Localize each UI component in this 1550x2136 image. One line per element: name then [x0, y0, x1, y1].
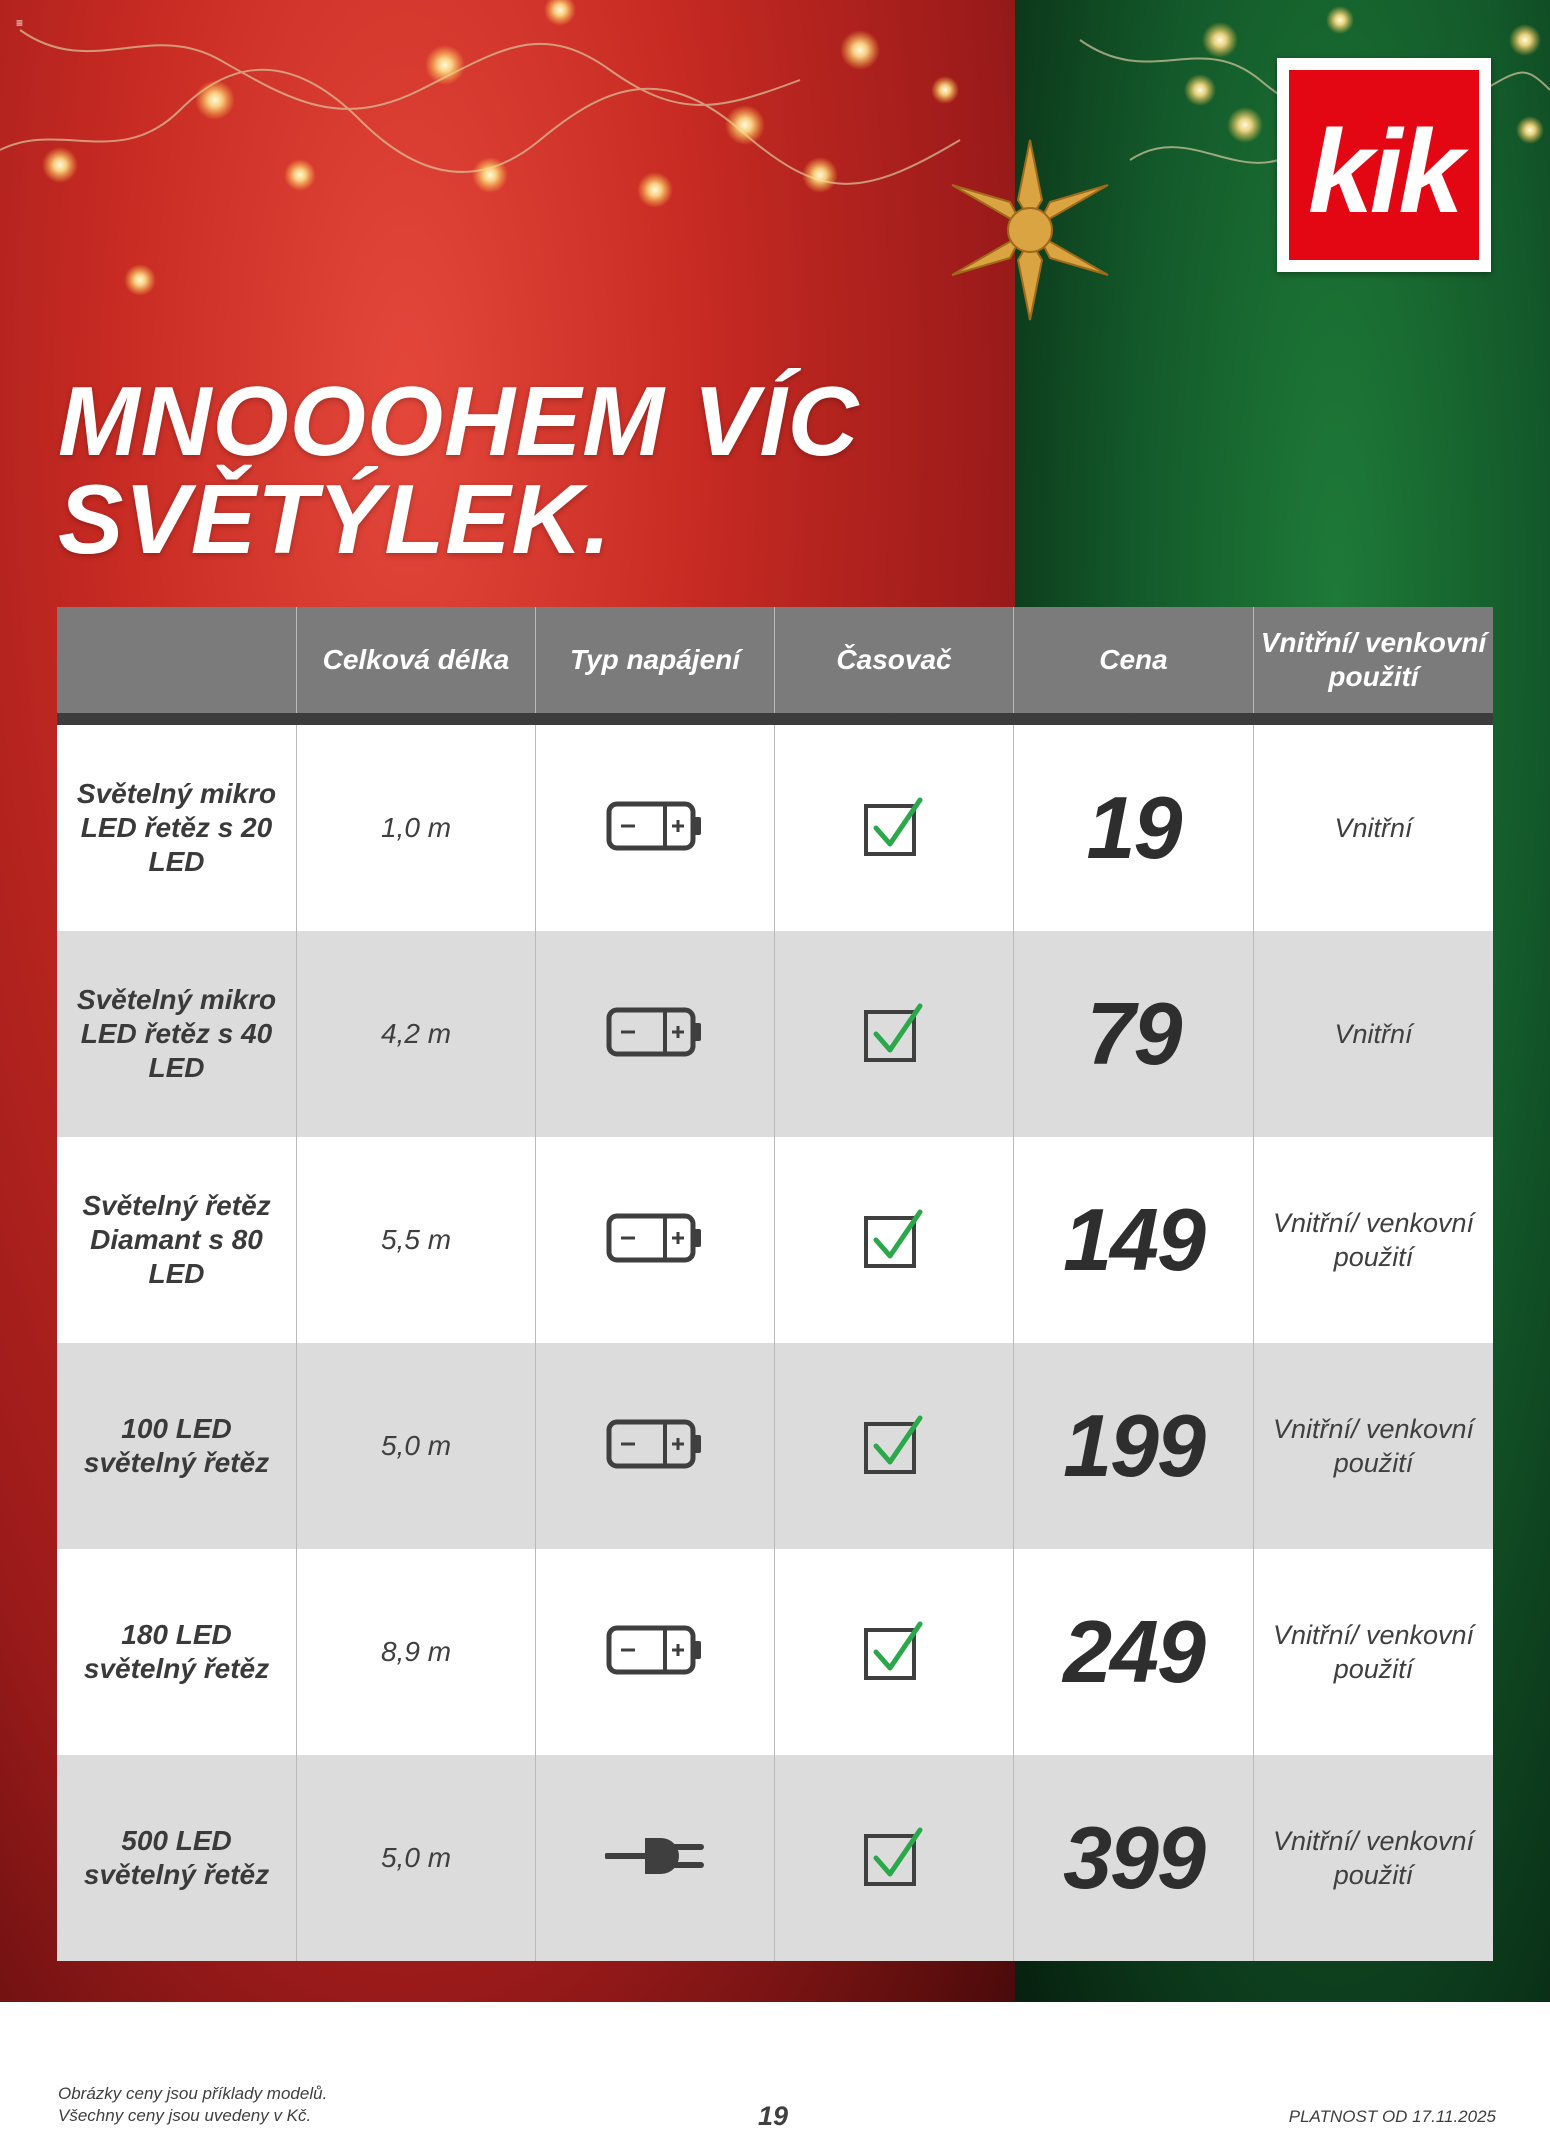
- timer-cell: [775, 931, 1014, 1137]
- product-name: 180 LED světelný řetěz: [83, 1619, 270, 1684]
- length-cell: [297, 725, 536, 931]
- timer-cell: [775, 1755, 1014, 1961]
- header-power-type: Typ napájení: [536, 607, 775, 713]
- header-empty: [57, 607, 297, 713]
- price-cell: [1014, 931, 1254, 1137]
- usage-cell: [1254, 1137, 1493, 1343]
- product-name-cell: [57, 1137, 297, 1343]
- product-usage: Vnitřní/ venkovní použití: [1272, 1620, 1475, 1684]
- product-name-cell: [57, 1343, 297, 1549]
- product-price: 79: [1086, 984, 1181, 1083]
- product-price: 149: [1063, 1190, 1204, 1289]
- footer-note-line-1: Obrázky ceny jsou příklady modelů.: [58, 2084, 328, 2103]
- product-name: Světelný mikro LED řetěz s 40 LED: [76, 984, 277, 1083]
- product-length: 4,2 m: [380, 1018, 452, 1049]
- footer-note-line-2: Všechny ceny jsou uvedeny v Kč.: [58, 2106, 312, 2125]
- power-cell: [536, 1343, 775, 1549]
- product-name: 100 LED světelný řetěz: [83, 1413, 270, 1478]
- usage-cell: [1254, 931, 1493, 1137]
- product-name-cell: [57, 931, 297, 1137]
- length-cell: [297, 1755, 536, 1961]
- checkbox-checked-icon: [862, 1618, 926, 1687]
- table-row: [57, 725, 1493, 931]
- header-length: Celková délka: [297, 607, 536, 713]
- product-name-cell: [57, 1755, 297, 1961]
- headline: [58, 366, 860, 574]
- timer-cell: [775, 1343, 1014, 1549]
- checkbox-checked-icon: [862, 1824, 926, 1893]
- usage-cell: [1254, 1549, 1493, 1755]
- usage-cell: [1254, 1755, 1493, 1961]
- battery-icon: [605, 1416, 705, 1477]
- timer-cell: [775, 725, 1014, 931]
- product-name-cell: [57, 725, 297, 931]
- table-row: [57, 931, 1493, 1137]
- power-cell: [536, 1549, 775, 1755]
- table-row: [57, 1755, 1493, 1961]
- checkbox-checked-icon: [862, 1206, 926, 1275]
- product-usage: Vnitřní: [1334, 813, 1413, 843]
- price-cell: [1014, 1137, 1254, 1343]
- product-comparison-table: [57, 607, 1493, 1961]
- validity-date: PLATNOST OD 17.11.2025: [1288, 2107, 1496, 2126]
- power-cell: [536, 1137, 775, 1343]
- checkbox-checked-icon: [862, 1000, 926, 1069]
- product-price: 399: [1063, 1808, 1204, 1907]
- product-length: 5,0 m: [380, 1430, 452, 1461]
- usage-cell: [1254, 1343, 1493, 1549]
- battery-icon: [605, 1622, 705, 1683]
- product-name-cell: [57, 1549, 297, 1755]
- header-timer: Časovač: [775, 607, 1014, 713]
- product-length: 5,0 m: [380, 1842, 452, 1873]
- length-cell: [297, 931, 536, 1137]
- price-cell: [1014, 1549, 1254, 1755]
- header-usage: Vnitřní/ venkovní použití: [1260, 627, 1487, 692]
- headline-line-1: MNOOOHEM VÍC: [58, 366, 860, 476]
- product-usage: Vnitřní/ venkovní použití: [1272, 1826, 1475, 1890]
- product-length: 5,5 m: [380, 1224, 452, 1255]
- plug-icon: [605, 1828, 705, 1889]
- timer-cell: [775, 1137, 1014, 1343]
- product-usage: Vnitřní: [1334, 1019, 1413, 1049]
- product-usage: Vnitřní/ venkovní použití: [1272, 1414, 1475, 1478]
- product-name: 500 LED světelný řetěz: [83, 1825, 270, 1890]
- menu-icon[interactable]: ≡: [16, 16, 24, 30]
- header-bar: [57, 713, 1493, 725]
- kik-logo: [1277, 58, 1491, 272]
- logo-text: kik: [1307, 106, 1461, 238]
- length-cell: [297, 1549, 536, 1755]
- table-row: [57, 1343, 1493, 1549]
- length-cell: [297, 1137, 536, 1343]
- product-price: 19: [1086, 778, 1181, 877]
- timer-cell: [775, 1549, 1014, 1755]
- page-number: 19: [758, 2101, 789, 2131]
- battery-icon: [605, 798, 705, 859]
- footer-note: [58, 2083, 327, 2127]
- price-cell: [1014, 1755, 1254, 1961]
- checkbox-checked-icon: [862, 1412, 926, 1481]
- power-cell: [536, 931, 775, 1137]
- header-price: Cena: [1014, 607, 1254, 713]
- power-cell: [536, 1755, 775, 1961]
- product-name: Světelný mikro LED řetěz s 20 LED: [76, 778, 277, 877]
- product-length: 8,9 m: [380, 1636, 452, 1667]
- power-cell: [536, 725, 775, 931]
- product-length: 1,0 m: [380, 812, 452, 843]
- product-price: 199: [1063, 1396, 1204, 1495]
- battery-icon: [605, 1210, 705, 1271]
- table-header: [57, 607, 1493, 713]
- table-row: [57, 1549, 1493, 1755]
- product-usage: Vnitřní/ venkovní použití: [1272, 1208, 1475, 1272]
- snowflake-ornament: [952, 140, 1108, 320]
- product-price: 249: [1063, 1602, 1204, 1701]
- length-cell: [297, 1343, 536, 1549]
- battery-icon: [605, 1004, 705, 1065]
- product-name: Světelný řetěz Diamant s 80 LED: [82, 1190, 271, 1289]
- price-cell: [1014, 725, 1254, 931]
- checkbox-checked-icon: [862, 794, 926, 863]
- headline-line-2: SVĚTÝLEK.: [58, 464, 612, 574]
- table-row: [57, 1137, 1493, 1343]
- usage-cell: [1254, 725, 1493, 931]
- price-cell: [1014, 1343, 1254, 1549]
